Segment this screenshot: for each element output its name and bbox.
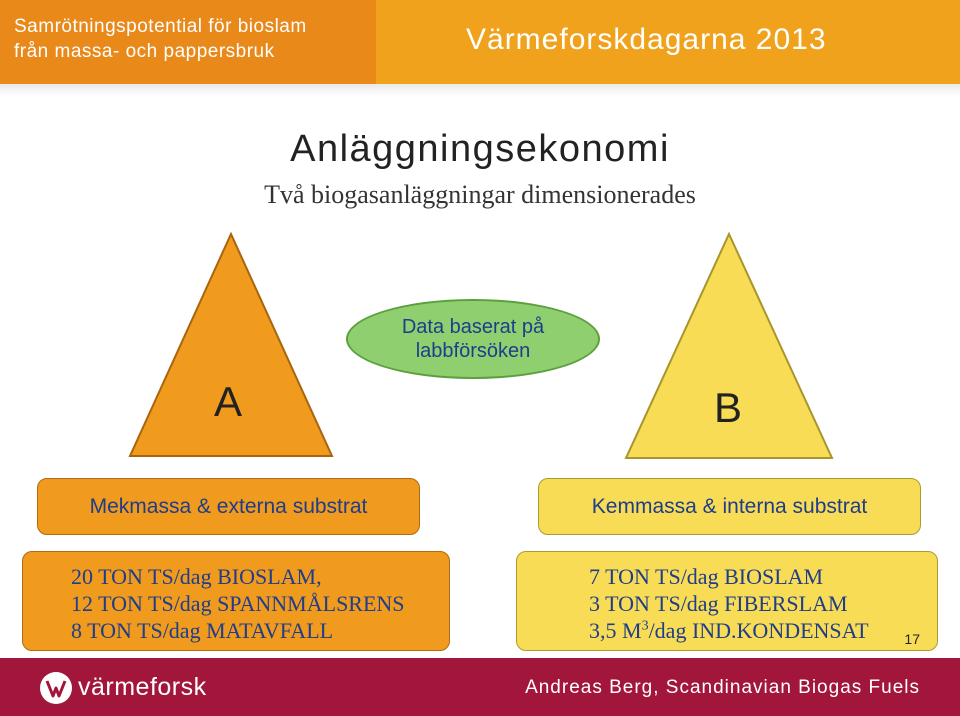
box-b-substrate: [538, 478, 921, 535]
condensate-superscript: 3: [641, 618, 649, 634]
triangle-a-label: A: [214, 378, 243, 425]
header-event-title: Värmeforskdagarna 2013: [466, 23, 827, 56]
triangle-b-label: B: [714, 384, 743, 431]
ellipse-line2: labbförsöken: [415, 340, 531, 362]
list-a-item: 8 TON TS/dag MATAVFALL: [71, 618, 334, 643]
condensate-suffix: /dag IND.KONDENSAT: [648, 618, 869, 643]
slide-title: Anläggningsekonomi: [290, 128, 670, 170]
condensate-prefix: 3,5 M: [589, 618, 642, 643]
header-project-line1: Samrötningspotential för bioslam: [14, 16, 307, 37]
list-a-capacities: [22, 551, 450, 651]
list-b-item-condensate: [589, 617, 937, 644]
footer-author: Andreas Berg, Scandinavian Biogas Fuels: [525, 677, 920, 698]
list-b-item: 3 TON TS/dag FIBERSLAM: [589, 591, 848, 616]
box-b-label: Kemmassa & interna substrat: [591, 494, 868, 518]
page-number: 17: [904, 631, 920, 647]
slide-subtitle: Två biogasanläggningar dimensionerades: [264, 180, 696, 209]
header-shadow: [0, 84, 960, 96]
list-b-capacities: [516, 551, 938, 651]
header-project-title: [14, 14, 307, 64]
footer-brand: värmeforsk: [78, 673, 207, 701]
list-a-item: 12 TON TS/dag SPANNMÅLSRENS: [71, 591, 405, 616]
varmeforsk-logo-icon: [38, 670, 74, 706]
box-a-label: Mekmassa & externa substrat: [89, 494, 368, 518]
box-a-substrate: [37, 478, 420, 535]
ellipse-line1: Data baserat på: [401, 316, 545, 338]
list-a-item: 20 TON TS/dag BIOSLAM,: [71, 564, 322, 589]
header-project-line2: från massa- och pappersbruk: [14, 41, 275, 62]
list-b-item: 7 TON TS/dag BIOSLAM: [589, 564, 824, 589]
data-basis-ellipse: [346, 299, 600, 379]
